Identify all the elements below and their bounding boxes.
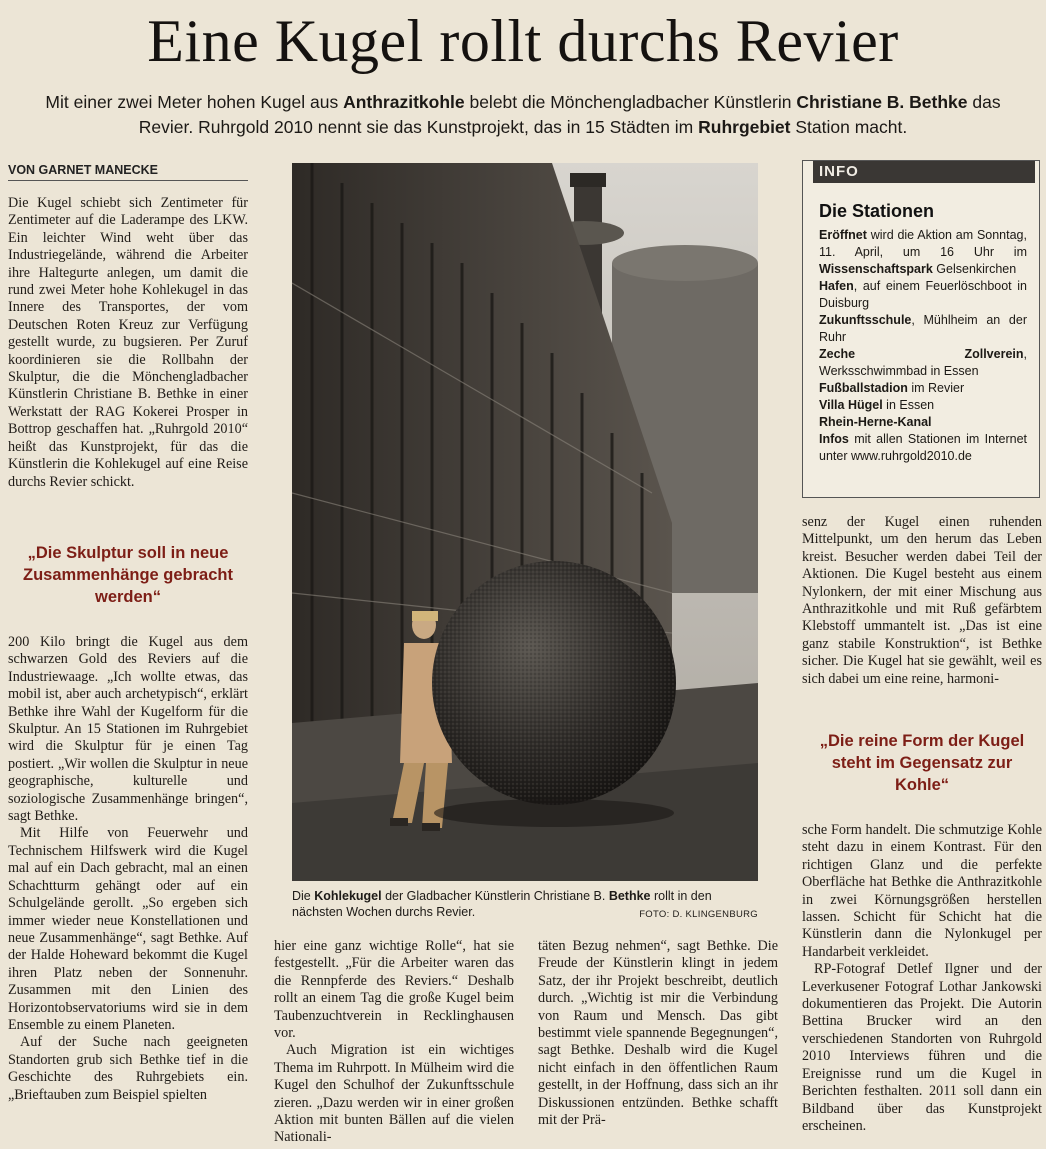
info-item-text: wird die Aktion am Sonntag, 11. April, um 16 Uhr im <box>819 228 1027 259</box>
caption-part: der Gladbacher Künstlerin Christiane B. <box>381 889 609 903</box>
paragraph: täten Bezug nehmen“, sagt Bethke. Die Freude der Künstlerin klingt in jedem Satz, der ihr Projekt beschreibt, deutlich durch. „Wichtig ist mir die Verbindung von Raum und Mensch. Das gibt bestimmt viele spannende Begegnungen“, sagt Bethke. Deshalb wird die Kugel nicht einfach in den öffentlichen Raum gestellt, in der Hoffnung, dass sich an ihr Diskussionen entzünden. Bethke schafft mit der Prä- <box>538 938 778 1129</box>
deck-part: Mit einer zwei Meter hohen Kugel aus <box>45 92 344 112</box>
paragraph: Die Kugel schiebt sich Zentimeter für Zentimeter auf die Laderampe des LKW. Ein leichter Wind weht über das Industriegelände, während die Arbeiter ihre Haltegurte anlegen, um damit die rund zwei Meter hohe Kohlekugel in das Innere des Transportes, der vom Deutschen Roten Kreuz zur Verfügung gestellt wurde, zu bugsieren. Per Zuruf koordinieren sie die Rollbahn der Skulptur, die die Mönchengladbacher Künstlerin Christiane B. Bethke in einer Werkstatt der RAG Kokerei Prosper in Bottrop geschaffen hat. „Ruhrgold 2010“ heißt das Kunstprojekt, für das die Künstlerin die Kohlekugel auf eine Reise durchs Revier schickt. <box>8 195 248 490</box>
article-column-2 <box>274 938 514 1147</box>
info-item-bold: Eröffnet <box>819 228 867 242</box>
deck-bold: Christiane B. Bethke <box>796 92 968 112</box>
info-item <box>819 227 1027 278</box>
photo-illustration <box>292 163 758 881</box>
info-item-bold: Rhein-Herne-Kanal <box>819 415 932 429</box>
paragraph: Mit Hilfe von Feuerwehr und Technischem Hilfswerk wird die Kugel mal auf ein Dach gebracht, mal an einen Schachtturm gehängt oder auf ein Schulgelände gerollt. „So ergeben sich immer wieder neue Konstellationen und neue Zusammenhänge“, sagt Bethke. Auf der Halde Hoheward bekommt die Kugel ihren Platz neben der Sonnenuhr. Zusammen mit den Linien des Horizontobservatoriums wird sie in dem Ensemble zu einem Planeten. <box>8 825 248 1033</box>
info-item-text: in Essen <box>882 398 935 412</box>
caption-part: Die <box>292 889 315 903</box>
info-item-text: , Werksschwimmbad in Essen <box>819 347 1027 378</box>
info-item <box>819 346 1027 380</box>
paragraph: 200 Kilo bringt die Kugel aus dem schwarzen Gold des Reviers auf die Industriewaage. „Ich wollte etwas, das mobil ist, aber auch archetypisch“, erklärt Bethke ihre Wahl der Kugelform für die Skulptur. An 15 Stationen im Ruhrgebiet wird die Skulptur für je einen Tag postiert. „Wir wollen die Skulptur in neue geographische, kulturelle und soziologische Zusammenhänge bringen“, sagt Bethke. <box>8 634 248 825</box>
info-item-text: , auf einem Feuerlöschboot in Duisburg <box>819 279 1027 310</box>
info-list <box>819 227 1027 465</box>
info-item <box>819 397 1027 414</box>
info-item-text: , Mühlheim an der Ruhr <box>819 313 1027 344</box>
info-item-bold: Zukunftsschule <box>819 313 912 327</box>
info-item <box>819 414 1027 431</box>
info-item-bold: Zeche Zollverein <box>819 347 1024 361</box>
info-item <box>819 312 1027 346</box>
info-item <box>819 431 1027 465</box>
article-column-4b <box>802 822 1042 1135</box>
info-item <box>819 278 1027 312</box>
paragraph: Auf der Suche nach geeigneten Standorten grub sich Bethke tief in die Geschichte des Ruhrgebiets ein. „Brieftauben zum Beispiel spielten <box>8 1034 248 1103</box>
article-column-1b <box>8 634 248 1104</box>
paragraph: RP-Fotograf Detlef Ilgner und der Leverkusener Fotograf Lothar Jankowski dokumentieren das Projekt. Die Autorin Bettina Brucker wird an den verschiedenen Standorten von Ruhrgold 2010 Interviews führen und die Ereignisse rund um die Kugel in Berichten festhalten. 2011 soll dann ein Bildband über das Kunstprojekt erscheinen. <box>802 961 1042 1134</box>
deck-bold: Ruhrgebiet <box>698 117 791 137</box>
paragraph: senz der Kugel einen ruhenden Mittelpunkt, um den herum das Leben kreist. Besucher werden dabei Teil der Aktionen. Die Kugel besteht aus einem Nylonkern, der mit einer Mischung aus Anthrazitkohle und mit Ruß gefärbtem Klebstoff ummantelt ist. „Das ist eine ganz stabile Konstruktion“, ist Bethke sicher. Die Kugel hat sie gewählt, weil es sich dabei um eine reine, harmoni- <box>802 514 1042 687</box>
caption-part: rollt in den nächsten Wochen durchs Revier. <box>292 889 712 919</box>
pull-quote: „Die Skulptur soll in neue Zusammenhänge gebracht werden“ <box>23 544 233 606</box>
info-item-bold: Wissenschaftspark <box>819 262 933 276</box>
info-item-bold: Villa Hügel <box>819 398 883 412</box>
paragraph: Auch Migration ist ein wichtiges Thema im Ruhrpott. In Mülheim wird die Kugel den Schulhof der Zukunftsschule zieren. „Dazu werden wir in einer großen Aktion mit bunten Bällen auf die vielen Nationali- <box>274 1042 514 1146</box>
article-column-4a <box>802 514 1042 688</box>
photo-caption <box>292 888 758 923</box>
article-column-1a <box>8 195 248 491</box>
photo-coal-sphere <box>292 163 758 881</box>
info-item-text: mit allen Stationen im Internet unter www.ruhrgold2010.de <box>819 432 1027 463</box>
paragraph: hier eine ganz wichtige Rolle“, hat sie festgestellt. „Für die Arbeiter waren das die Rennpferde des Reviers.“ Deshalb rollt an einem Tag die große Kugel beim Taubenzuchtverein in Recklinghausen vor. <box>274 938 514 1042</box>
photo-credit: FOTO: D. KLINGENBURG <box>639 909 758 920</box>
deck-part: das Revier. Ruhrgold 2010 nennt sie das Kunstprojekt, das in 15 Städten im <box>138 92 1001 137</box>
caption-bold: Kohlekugel <box>314 889 382 903</box>
deck-part: belebt die Mönchengladbacher Künstlerin <box>464 92 797 112</box>
info-item-bold: Infos <box>819 432 849 446</box>
article-column-3 <box>538 938 778 1129</box>
info-item-text: Gelsenkirchen <box>932 262 1017 276</box>
info-item-bold: Hafen <box>819 279 854 293</box>
info-item-text: im Revier <box>907 381 965 395</box>
pull-quote: „Die reine Form der Kugel steht im Gegensatz zur Kohle“ <box>819 732 1025 794</box>
headline: Eine Kugel rollt durchs Revier <box>147 8 899 74</box>
byline: VON GARNET MANECKE <box>8 163 248 181</box>
deck-text <box>40 90 1006 140</box>
caption-bold: Bethke <box>608 889 651 903</box>
deck-part: Station macht. <box>790 117 908 137</box>
info-box <box>802 160 1040 498</box>
info-title: Die Stationen <box>819 201 935 221</box>
info-item <box>819 380 1027 397</box>
paragraph: sche Form handelt. Die schmutzige Kohle steht dazu in einem Kontrast. Für den richtigen Glanz und die perfekte Oberfläche hat Bethke die Anthrazitkohle in zwei Körnungsgrößen herstellen lassen. Schicht für Schicht hat die Künstlerin dann die Nylonkugel per Handarbeit verkleidet. <box>802 822 1042 960</box>
deck-bold: Anthrazitkohle <box>343 92 465 112</box>
info-label: INFO <box>813 161 1035 183</box>
info-item-bold: Fußballstadion <box>819 381 908 395</box>
